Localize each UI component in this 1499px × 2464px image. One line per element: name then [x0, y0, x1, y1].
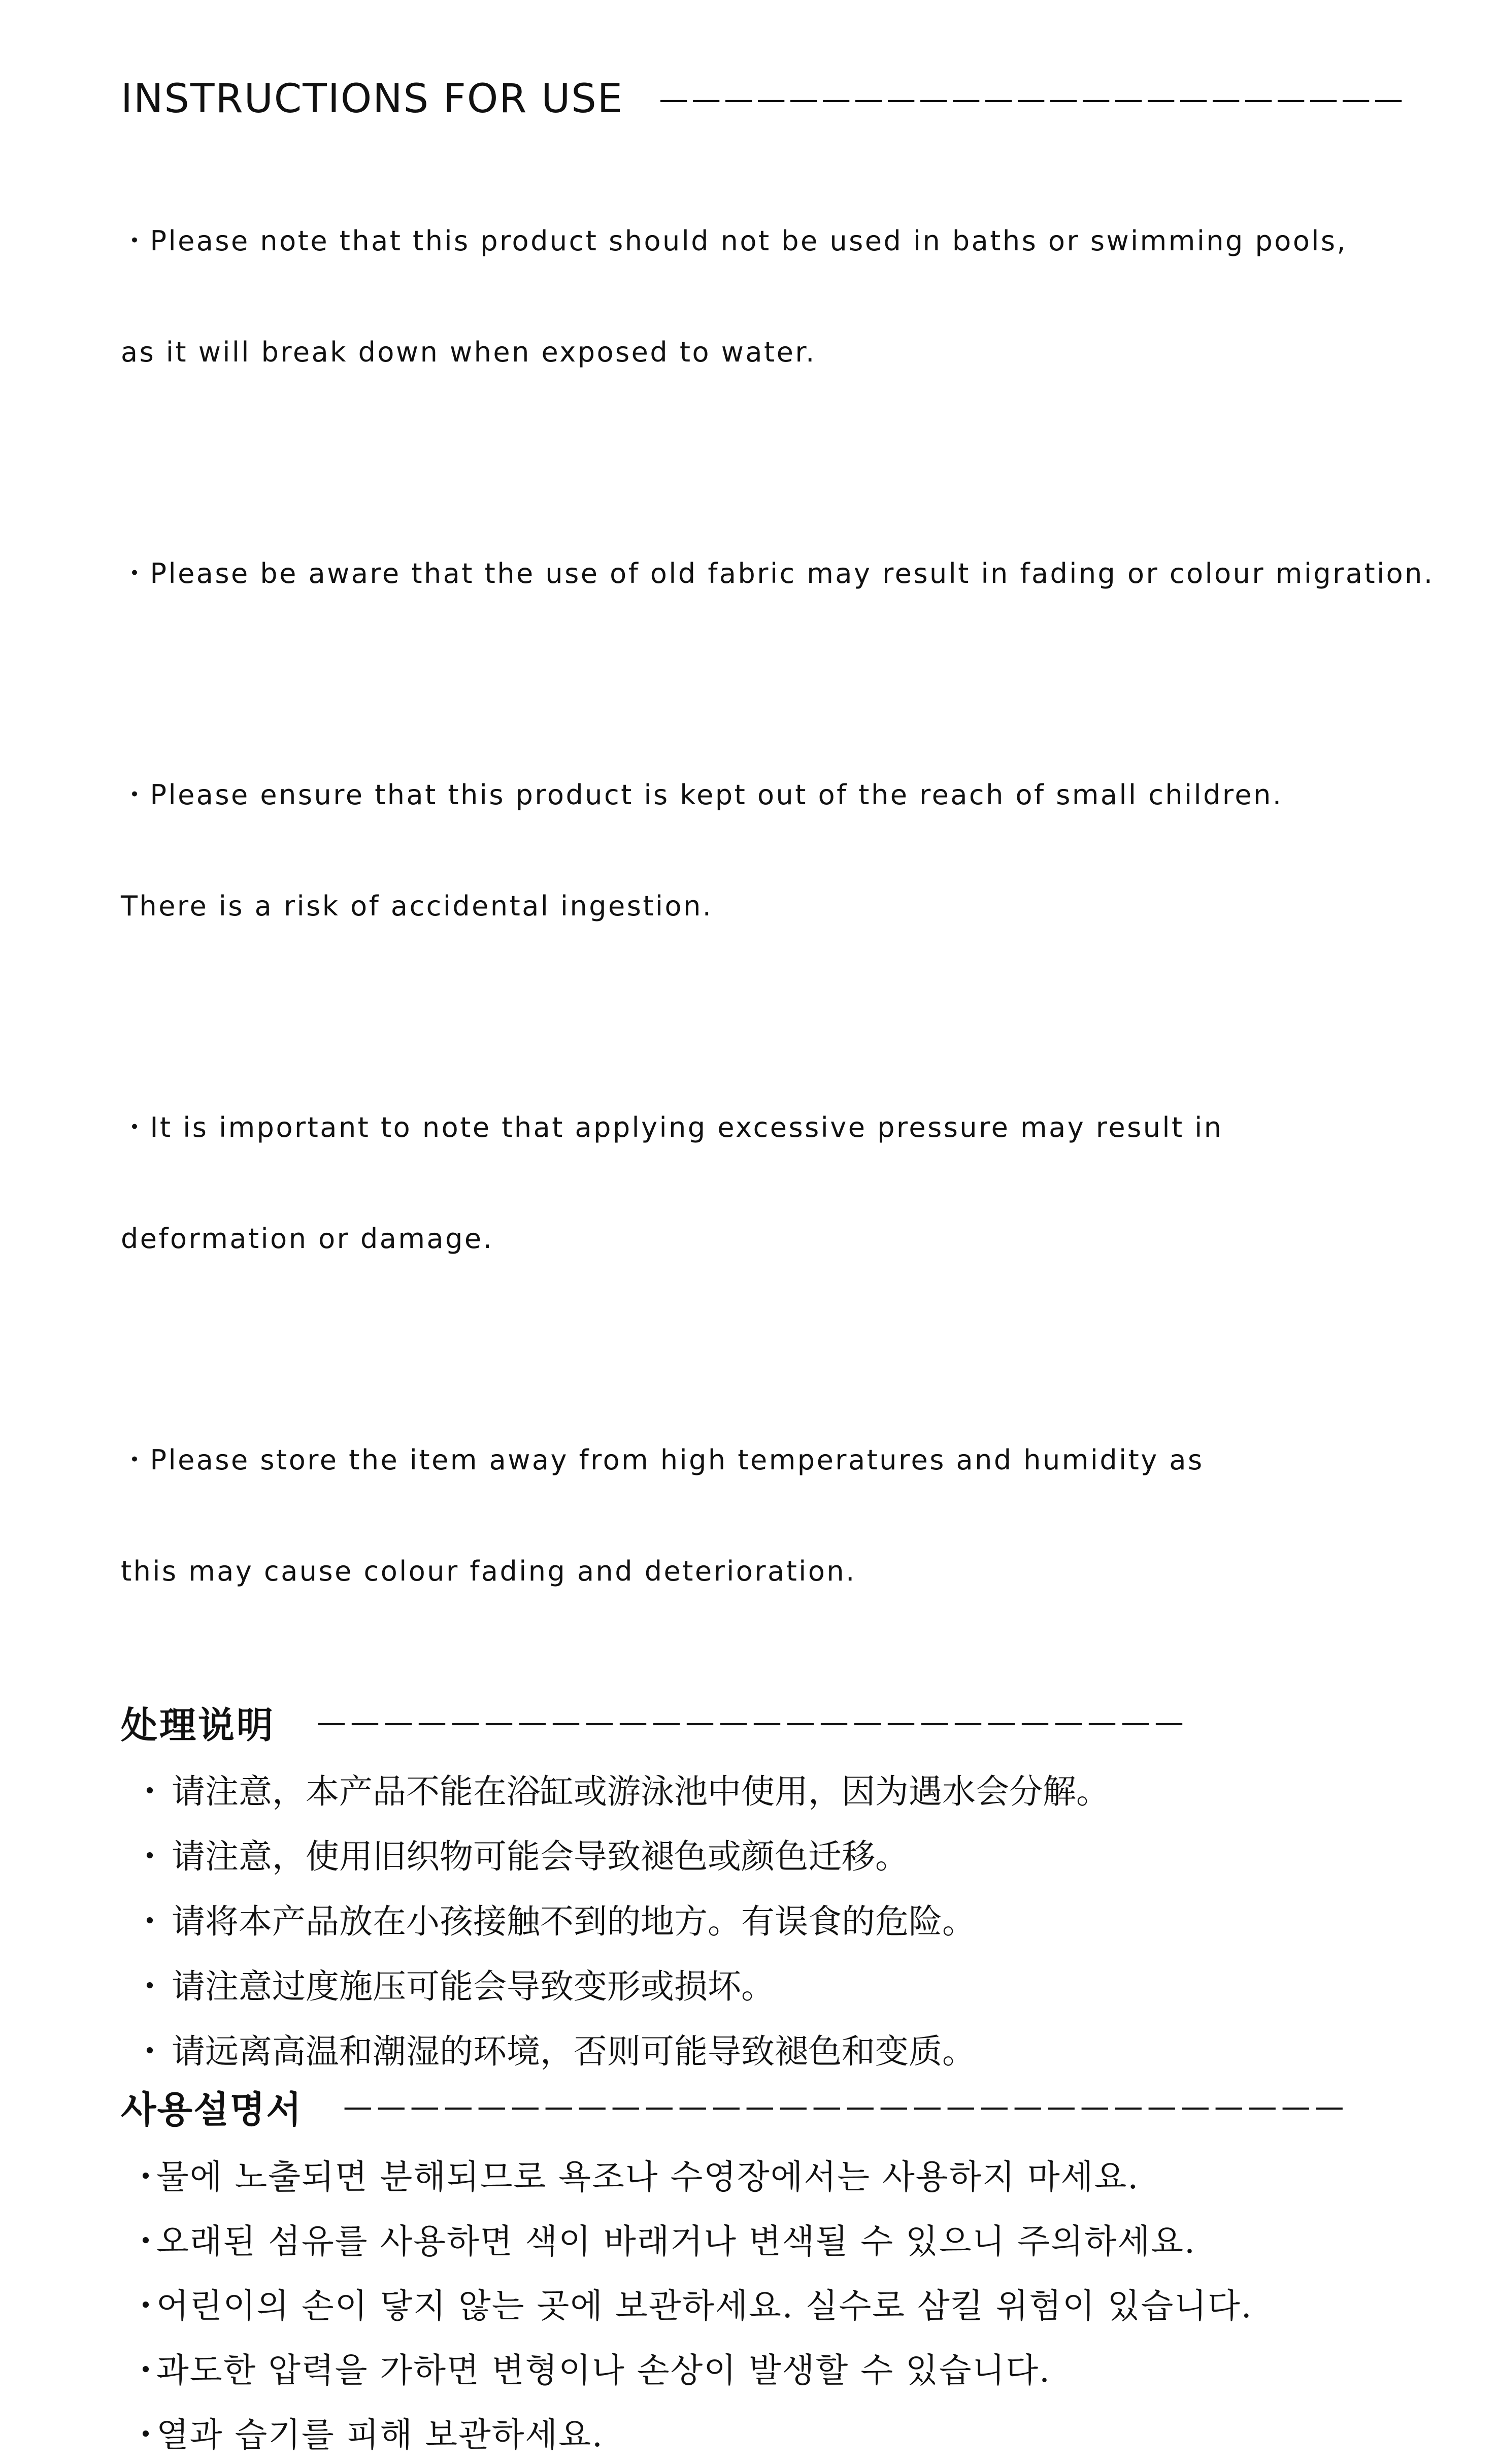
chinese-instruction-text: 请远离高温和潮湿的环境，否则可能导致褪色和变质。 [172, 2031, 976, 2071]
bullet-icon: ・ [129, 2222, 163, 2261]
english-instruction-line: ・Please be aware that the use of old fabric may result in fading or colour migration. [121, 557, 1435, 589]
bullet-icon: ・ [129, 2415, 163, 2454]
korean-instruction-item [121, 2206, 1420, 2271]
english-instruction-item [121, 1367, 1420, 1664]
chinese-instruction-text: 请将本产品放在小孩接触不到的地方。有误食的危险。 [172, 1901, 976, 1941]
bullet-icon: ・ [133, 1966, 166, 2006]
chinese-instruction-item [121, 1821, 1420, 1886]
chinese-heading-title: 处理说明 [121, 1704, 276, 1747]
english-instruction-item [121, 481, 1435, 666]
english-instruction-line: ・Please store the item away from high temperatures and humidity as [121, 1444, 1204, 1476]
korean-instruction-text: 오래된 섬유를 사용하면 색이 바래거나 변색될 수 있으니 주의하세요. [156, 2222, 1196, 2261]
english-heading-title: INSTRUCTIONS FOR USE [121, 76, 624, 122]
bullet-icon: ・ [133, 1836, 166, 1876]
english-instruction-line: ・It is important to note that applying excessive pressure may result in [121, 1111, 1223, 1143]
english-heading-rule: ——————————————————————— [659, 82, 1407, 116]
chinese-instruction-text: 请注意过度施压可能会导致变形或损坏。 [172, 1966, 775, 2006]
korean-instruction-text: 어린이의 손이 닿지 않는 곳에 보관하세요. 실수로 삼킬 위험이 있습니다. [156, 2286, 1253, 2325]
bullet-icon: ・ [129, 2286, 163, 2325]
chinese-instruction-text: 请注意，本产品不能在浴缸或游泳池中使用，因为遇水会分解。 [172, 1771, 1110, 1811]
bullet-icon: ・ [129, 2351, 163, 2390]
chinese-heading-rule: —————————————————————————— [317, 1705, 1188, 1739]
chinese-instruction-item [121, 1756, 1420, 1821]
instructions-page [121, 71, 1435, 2464]
bullet-icon: ・ [133, 1901, 166, 1941]
bullet-icon: ・ [133, 1771, 166, 1811]
english-instruction-line: this may cause colour fading and deterioration. [121, 1555, 856, 1587]
korean-heading-title: 사용설명서 [121, 2088, 303, 2131]
english-instruction-item [121, 702, 1420, 999]
bullet-icon: ・ [129, 2157, 163, 2196]
english-instruction-line: deformation or damage. [121, 1223, 494, 1255]
korean-instruction-list [121, 2142, 1420, 2464]
english-instruction-item [121, 148, 1420, 445]
korean-section-heading [121, 2079, 1420, 2134]
bullet-icon: ・ [133, 2031, 166, 2071]
korean-instruction-text: 과도한 압력을 가하면 변형이나 손상이 발생할 수 있습니다. [156, 2351, 1051, 2390]
english-instruction-line: as it will break down when exposed to water. [121, 336, 816, 368]
korean-instruction-text: 물에 노출되면 분해되므로 욕조나 수영장에서는 사용하지 마세요. [156, 2157, 1140, 2196]
chinese-instruction-item [121, 1886, 1420, 1951]
english-section-heading [121, 71, 1420, 127]
korean-instruction-item [121, 2335, 1420, 2400]
korean-instruction-text: 열과 습기를 피해 보관하세요. [156, 2415, 604, 2454]
english-instruction-line: ・Please note that this product should not be used in baths or swimming pools, [121, 225, 1348, 257]
chinese-section-heading [121, 1697, 1420, 1748]
english-instruction-list [121, 148, 1435, 1664]
english-instruction-line: There is a risk of accidental ingestion. [121, 890, 713, 922]
chinese-instruction-text: 请注意，使用旧织物可能会导致褪色或颜色迁移。 [172, 1836, 909, 1876]
korean-instruction-item [121, 2400, 1420, 2464]
korean-heading-rule: —————————————————————————————— [343, 2089, 1348, 2124]
english-instruction-line: ・Please ensure that this product is kept out of the reach of small children. [121, 779, 1283, 811]
chinese-instruction-list [121, 1756, 1420, 2081]
korean-instruction-item [121, 2271, 1420, 2335]
english-instruction-item [121, 1035, 1420, 1331]
chinese-instruction-item [121, 2016, 1420, 2081]
korean-instruction-item [121, 2142, 1420, 2206]
chinese-instruction-item [121, 1951, 1420, 2016]
